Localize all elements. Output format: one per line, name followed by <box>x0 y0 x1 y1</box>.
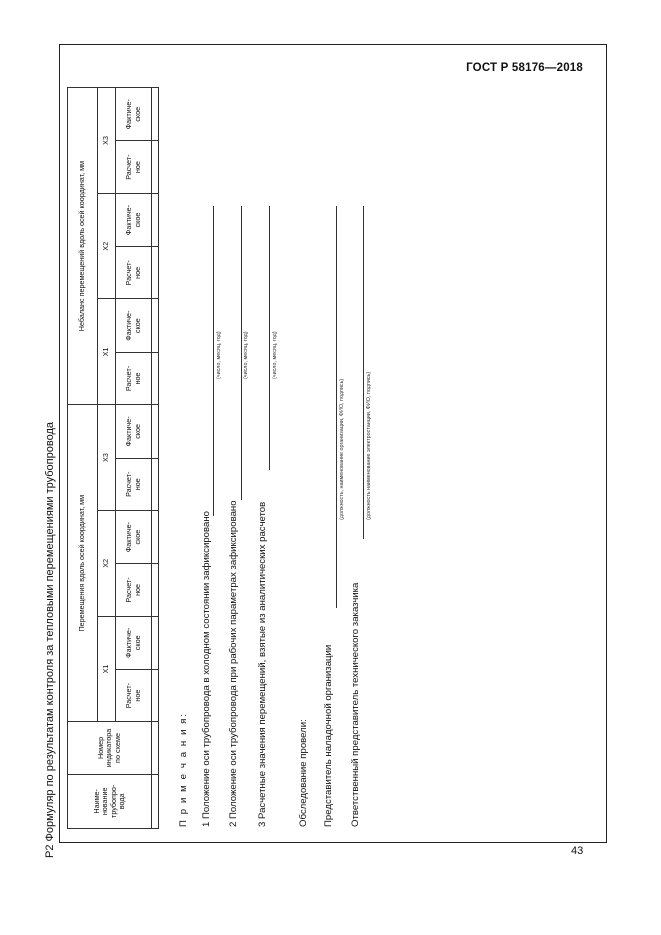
commissioning-rep-line <box>336 206 337 608</box>
notes-title: П р и м е ч а н и я: <box>178 712 189 827</box>
note-3: 3 Расчетные значения перемещений, взятые из аналитических расчетов <box>257 501 268 827</box>
note-1: 1 Положение оси трубопровода в холодном состоянии зафиксировано <box>201 511 212 827</box>
axis-x1: Х1 <box>98 616 116 722</box>
note-2-line <box>241 206 242 500</box>
form-frame <box>59 44 607 843</box>
header-displacements: Перемещения вдоль осей координат, мм <box>68 405 98 722</box>
note-2-hint: (число, месяц, год) <box>243 331 249 379</box>
commissioning-rep-label: Представитель наладочной организации <box>323 644 334 827</box>
actual-header: Фактиче- ское <box>116 616 152 669</box>
note-1-line <box>213 206 214 516</box>
displacement-table <box>67 87 159 829</box>
note-2: 2 Положение оси трубопровода при рабочих параметрах зафиксировано <box>228 500 239 827</box>
axis-x3: Х3 <box>98 405 116 511</box>
axis-x1: Х1 <box>98 299 116 405</box>
document-code: ГОСТ Р 58176—2018 <box>466 62 583 74</box>
actual-header: Фактиче- ское <box>116 88 152 141</box>
actual-header: Фактиче- ское <box>116 299 152 352</box>
axis-x2: Х2 <box>98 193 116 299</box>
calc-header: Расчет- ное <box>116 247 152 299</box>
customer-rep-label: Ответственный представитель технического заказчика <box>350 582 361 827</box>
header-indicator-number: Номер индикатора по схеме <box>68 722 152 774</box>
axis-x2: Х2 <box>98 510 116 616</box>
note-3-hint: (число, месяц, год) <box>272 331 278 379</box>
calc-header: Расчет- ное <box>116 669 152 721</box>
calc-header: Расчет- ное <box>116 564 152 616</box>
commissioning-rep-hint: (должность, наименование организации, ФИО, подпись) <box>339 378 345 520</box>
customer-rep-hint: (должность наименование электростанции, ФИО, подпись) <box>366 371 372 520</box>
actual-header: Фактиче- ское <box>116 510 152 563</box>
header-imbalance: Небаланс перемещений вдоль осей координат, мм <box>68 88 98 405</box>
note-1-hint: (число, месяц, год) <box>216 331 222 379</box>
page-number: 43 <box>571 845 584 857</box>
actual-header: Фактиче- ское <box>116 405 152 458</box>
empty-data-row <box>152 88 159 829</box>
calc-header: Расчет- ное <box>116 458 152 510</box>
axis-x3: Х3 <box>98 88 116 194</box>
conducted-label: Обследование провели: <box>298 719 309 827</box>
calc-header: Расчет- ное <box>116 141 152 193</box>
note-3-line <box>269 206 270 470</box>
calc-header: Расчет- ное <box>116 352 152 404</box>
form-caption: Р2 Формуляр по результатам контроля за тепловыми перемещениями трубопровода <box>44 422 56 858</box>
customer-rep-line <box>363 206 364 539</box>
header-pipeline-name: Наиме- нование трубопро- вода <box>68 774 152 828</box>
actual-header: Фактиче- ское <box>116 193 152 246</box>
